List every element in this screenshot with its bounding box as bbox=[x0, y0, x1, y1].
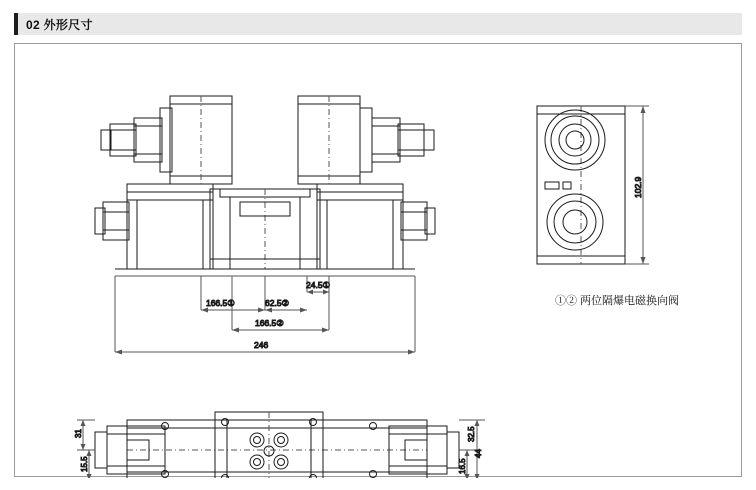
dim-24-5-1-label: 24.5① bbox=[306, 280, 331, 290]
dim-16-5-label: 16.5 bbox=[458, 458, 467, 474]
dim-15-5-left-label: 15.5 bbox=[80, 456, 89, 472]
dim-246-label: 246 bbox=[254, 340, 269, 350]
dim-31-label: 31 bbox=[74, 429, 83, 438]
dim-44-label: 44 bbox=[474, 449, 483, 458]
front-view bbox=[95, 96, 435, 355]
legend-note: ①② 两位隔爆电磁换向阀 bbox=[555, 295, 680, 307]
dim-166-5-1-label: 166.5① bbox=[206, 298, 235, 308]
side-view bbox=[537, 106, 649, 264]
dim-166-5-2-label: 166.5② bbox=[255, 318, 284, 328]
dim-32-5-label: 32.5 bbox=[467, 426, 476, 442]
drawing-frame bbox=[14, 43, 742, 477]
dim-62-5-2-label: 62.5② bbox=[265, 298, 290, 308]
section-header bbox=[14, 13, 742, 35]
page-title: 02 外形尺寸 bbox=[26, 17, 93, 32]
top-view bbox=[74, 412, 485, 478]
technical-drawing bbox=[15, 44, 743, 478]
dim-102-9-label: 102.9 bbox=[633, 176, 643, 198]
